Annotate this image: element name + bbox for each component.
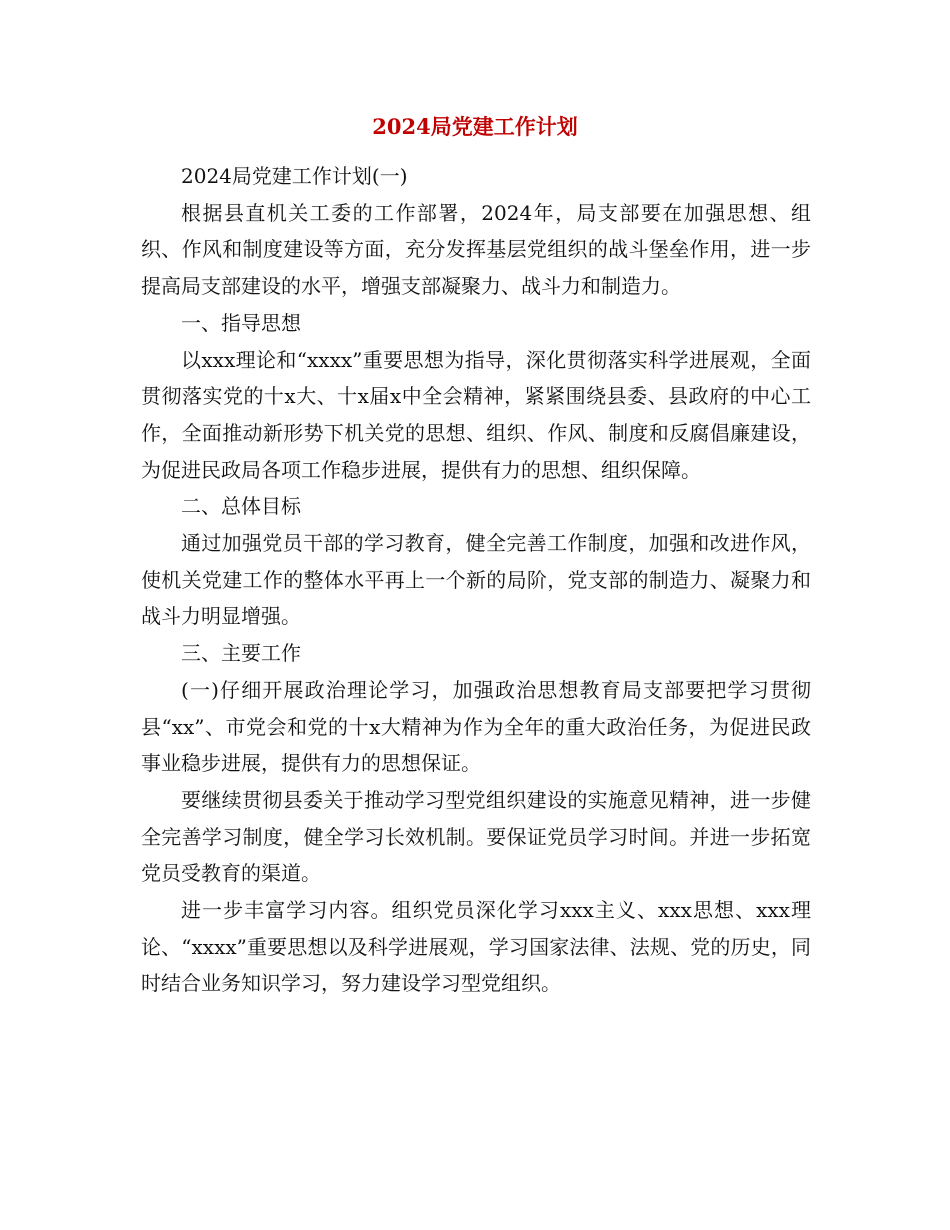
paragraph-overall-goal: 通过加强党员干部的学习教育，健全完善工作制度，加强和改进作风，使机关党建工作的整体水平再上一个新的局阶，党支部的制造力、凝聚力和战斗力明显增强。 bbox=[141, 531, 811, 629]
document-title: 2024局党建工作计划 bbox=[372, 114, 578, 139]
section-heading-guiding-thought: 一、指导思想 bbox=[181, 310, 301, 335]
paragraph-subtitle: 2024局党建工作计划(一) bbox=[181, 164, 408, 188]
paragraph-intro: 根据县直机关工委的工作部署，2024年，局支部要在加强思想、组织、作风和制度建设等方面，充分发挥基层党组织的战斗堡垒作用，进一步提高局支部建设的水平，增强支部凝聚力、战斗力和制造力。 bbox=[141, 200, 811, 299]
document-body bbox=[141, 158, 811, 1002]
section-heading-overall-goal: 二、总体目标 bbox=[181, 494, 301, 519]
section-heading-main-work: 三、主要工作 bbox=[181, 641, 301, 666]
paragraph-guiding-thought: 以xxx理论和“xxxx”重要思想为指导，深化贯彻落实科学进展观，全面贯彻落实党的十x大、十x届x中全会精神，紧紧围绕县委、县政府的中心工作，全面推动新形势下机关党的思想、组织、作风、制度和反腐倡廉建设，为促进民政局各项工作稳步进展，提供有力的思想、组织保障。 bbox=[141, 347, 811, 482]
paragraph-main-work-2: 要继续贯彻县委关于推动学习型党组织建设的实施意见精神，进一步健全完善学习制度，健全学习长效机制。要保证党员学习时间。并进一步拓宽党员受教育的渠道。 bbox=[141, 787, 811, 886]
paragraph-main-work-3: 进一步丰富学习内容。组织党员深化学习xxx主义、xxx思想、xxx理论、“xxxx”重要思想以及科学进展观，学习国家法律、法规、党的历史，同时结合业务知识学习，努力建设学习型党组织。 bbox=[141, 898, 811, 996]
paragraph-main-work-1: (一)仔细开展政治理论学习，加强政治思想教育局支部要把学习贯彻县“xx”、市党会和党的十x大精神为作为全年的重大政治任务，为促进民政事业稳步进展，提供有力的思想保证。 bbox=[141, 677, 811, 776]
